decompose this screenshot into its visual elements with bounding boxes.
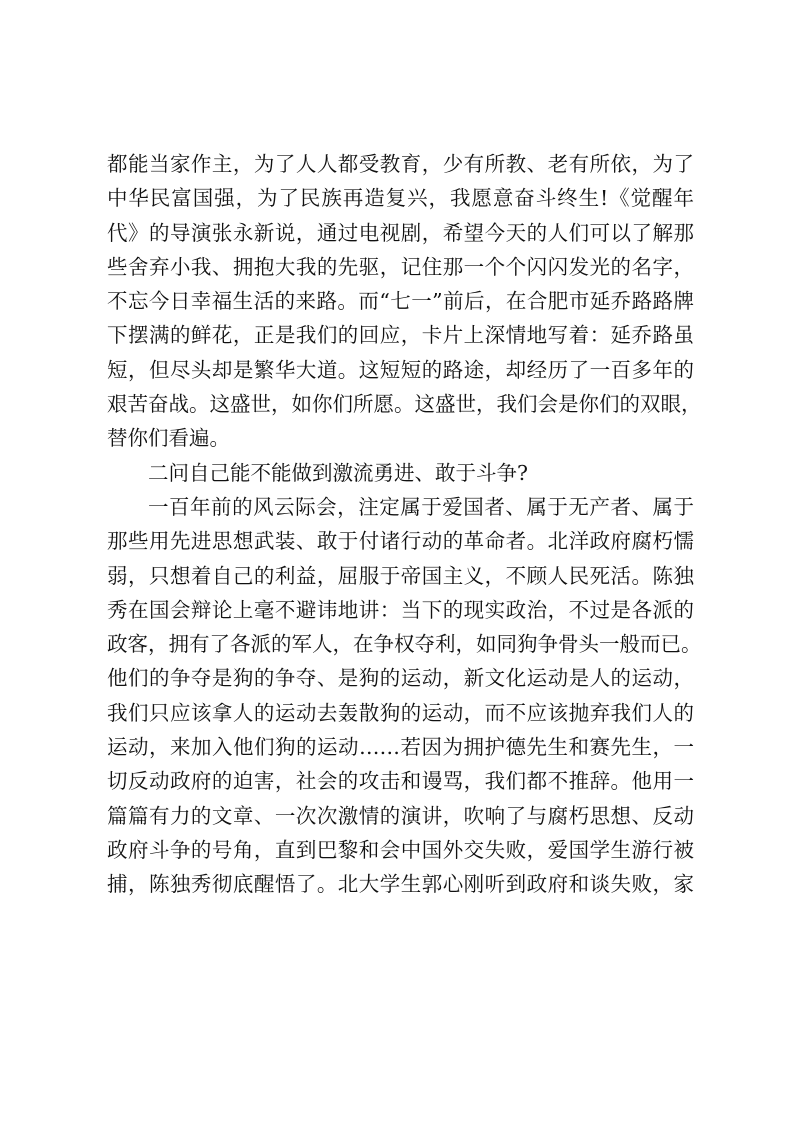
text-line: 中华民富国强，为了民族再造复兴，我愿意奋斗终生!《觉醒年 [107, 186, 694, 211]
text-line: 下摆满的鲜花，正是我们的回应，卡片上深情地写着：延乔路虽 [107, 323, 694, 348]
text-line: 不忘今日幸福生活的来路。而“七一”前后，在合肥市延乔路路牌 [107, 289, 694, 314]
text-line: 都能当家作主，为了人人都受教育，少有所教、老有所依，为了 [107, 152, 694, 176]
text-line: 捕，陈独秀彻底醒悟了。北大学生郭心刚听到政府和谈失败，家 [107, 872, 694, 897]
text-line: 短，但尽头却是繁华大道。这短短的路途，却经历了一百多年的 [107, 357, 694, 382]
text-line: 代》的导演张永新说，通过电视剧，希望今天的人们可以了解那 [107, 220, 694, 245]
text-line: 那些用先进思想武装、敢于付诸行动的革命者。北洋政府腐朽懦 [107, 529, 694, 554]
paragraph-first-line: 一百年前的风云际会，注定属于爱国者、属于无产者、属于 [148, 494, 694, 519]
text-line: 他们的争夺是狗的争夺、是狗的运动，新文化运动是人的运动， [107, 666, 694, 691]
document-body [107, 147, 702, 902]
text-line: 艰苦奋战。这盛世，如你们所愿。这盛世，我们会是你们的双眼， [107, 392, 702, 417]
text-line: 弱，只想着自己的利益，屈服于帝国主义，不顾人民死活。陈独 [107, 563, 694, 588]
text-line: 篇篇有力的文章、一次次激情的演讲，吹响了与腐朽思想、反动 [107, 803, 694, 828]
text-line: 秀在国会辩论上毫不避讳地讲：当下的现实政治，不过是各派的 [107, 597, 694, 622]
text-line: 运动，来加入他们狗的运动……若因为拥护德先生和赛先生，一 [107, 735, 694, 760]
paragraph-end-line: 替你们看遍。 [107, 426, 230, 451]
text-line: 政府斗争的号角，直到巴黎和会中国外交失败，爱国学生游行被 [107, 837, 694, 862]
section-question-heading: 二问自己能不能做到激流勇进、敢于斗争? [148, 460, 528, 485]
text-line: 我们只应该拿人的运动去轰散狗的运动，而不应该抛弃我们人的 [107, 700, 694, 725]
text-line: 政客，拥有了各派的军人，在争权夺利，如同狗争骨头一般而已。 [107, 632, 702, 657]
text-line: 些舍弃小我、拥抱大我的先驱，记住那一个个闪闪发光的名字， [107, 254, 694, 279]
text-line: 切反动政府的迫害，社会的攻击和谩骂，我们都不推辞。他用一 [107, 769, 694, 794]
